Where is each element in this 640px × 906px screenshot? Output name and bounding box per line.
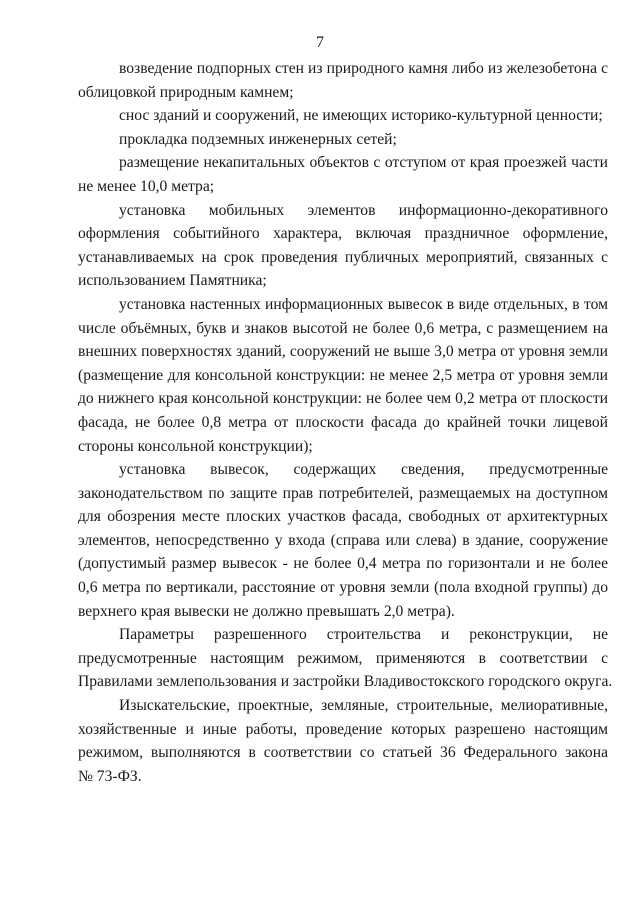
text-line: внешних поверхностях зданий, сооружений не выше 3,0 метра от уровня земли	[78, 343, 608, 361]
text-line: оформления событийного характера, включая праздничное оформление,	[78, 225, 608, 243]
text-line: Правилами землепользования и застройки Владивостокского городского округа.	[78, 673, 613, 691]
text-line: режимом, выполняются в соответствии со статьей 36 Федерального закона	[78, 744, 608, 762]
text-line: предусмотренные настоящим режимом, применяются в соответствии с	[78, 649, 608, 667]
text-line: использованием Памятника;	[78, 272, 267, 290]
text-line: 0,6 метра по вертикали, расстояние от уровня земли (пола входной группы) до	[78, 579, 608, 597]
page-number: 7	[316, 34, 324, 51]
text-line: элементов, непосредственно у входа (справа или слева) в здание, сооружение	[78, 531, 608, 549]
text-line: верхнего края вывески не должно превышать 2,0 метра).	[78, 602, 455, 620]
text-line: Параметры разрешенного строительства и реконструкции, не	[119, 626, 608, 644]
text-line: (размещение для консольной конструкции: не менее 2,5 метра от уровня земли	[78, 366, 608, 384]
text-line: фасада, не более 0,8 метра от плоскости фасада до крайней точки лицевой	[78, 413, 608, 431]
document-body	[78, 57, 613, 788]
text-line: законодательством по защите прав потребителей, размещаемых на доступном	[78, 484, 608, 502]
text-line: Изыскательские, проектные, земляные, строительные, мелиоративные,	[119, 697, 608, 715]
text-line: (допустимый размер вывесок - не более 0,4 метра по горизонтали и не более	[78, 555, 608, 573]
text-line: не менее 10,0 метра;	[78, 177, 215, 195]
text-line: установка настенных информационных вывесок в виде отдельных, в том	[119, 295, 608, 313]
text-line: до нижнего края консольной конструкции: не более чем 0,2 метра от плоскости	[78, 390, 608, 408]
text-line: установка мобильных элементов информационно-декоративного	[119, 201, 608, 219]
text-line: устанавливаемых на срок проведения публичных мероприятий, связанных с	[78, 248, 608, 266]
text-line: облицовкой природным камнем;	[78, 83, 294, 101]
text-line: числе объёмных, букв и знаков высотой не более 0,6 метра, с размещением на	[78, 319, 608, 337]
text-line: снос зданий и сооружений, не имеющих историко-культурной ценности;	[119, 107, 603, 125]
text-line: прокладка подземных инженерных сетей;	[119, 130, 397, 148]
text-line: размещение некапитальных объектов с отступом от края проезжей части	[119, 154, 608, 172]
text-line: № 73-ФЗ.	[78, 767, 142, 785]
text-line: хозяйственные и иные работы, проведение которых разрешено настоящим	[78, 720, 608, 738]
text-line: для обозрения месте плоских участков фасада, свободных от архитектурных	[78, 508, 608, 526]
text-line: установка вывесок, содержащих сведения, предусмотренные	[119, 461, 608, 479]
text-line: возведение подпорных стен из природного камня либо из железобетона с	[119, 60, 608, 77]
text-line: стороны консольной конструкции);	[78, 437, 313, 455]
